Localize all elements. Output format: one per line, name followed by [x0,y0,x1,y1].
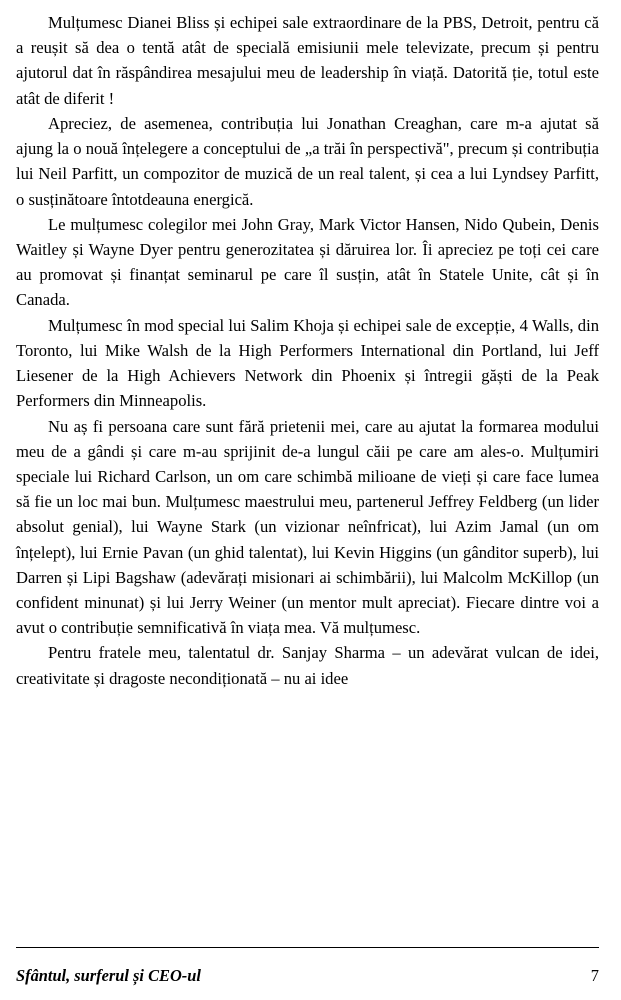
paragraph-6: Pentru fratele meu, talentatul dr. Sanjay Sharma – un adevărat vulcan de idei, creativitate și dragoste necondiționată – nu ai idee [16,643,599,688]
footer-page-number: 7 [590,966,599,985]
paragraph-4: Mulțumesc în mod special lui Salim Khoja și echipei sale de excepție, 4 Walls, din Toronto, lui Mike Walsh de la High Performers International din Portland, lui Jeff Liesener de la High Achievers Network din Phoenix și întregii găști de la Peak Performers din Minneapolis. [16,315,599,411]
paragraph-1: Mulțumesc Dianei Bliss și echipei sale extraordinare de la PBS, Detroit, pentru că a reușit să dea o tentă atât de specială emisiunii mele televizate, precum și pentru ajutorul dat în răspândirea mesajului meu de leadership în viață. Datorită ție, totul este atât de diferit ! [16,13,599,108]
footer-book-title: Sfântul, surferul și CEO-ul [16,966,201,985]
body-text [16,10,599,691]
footer-divider [16,947,599,948]
paragraph-3: Le mulțumesc colegilor mei John Gray, Mark Victor Hansen, Nido Qubein, Denis Waitley și Wayne Dyer pentru generozitatea și dăruirea lor. Îi apreciez pe toți cei care au promovat și finanțat seminarul pe care îl susțin, atât în Statele Unite, cât și în Canada. [16,214,599,310]
paragraph-5: Nu aș fi persoana care sunt fără prietenii mei, care au ajutat la formarea modului meu de a gândi și care m-au sprijinit de-a lungul căii pe care am ales-o. Mulțumiri speciale lui Richard Carlson, un om care schimbă milioane de vieți și care face lumea să fie un loc mai bun. Mulțumesc maestrului meu, partenerul Jeffrey Feldberg (un lider absolut genial), lui Wayne Stark (un vizionar neînfricat), lui Azim Jamal (un om înțelept), lui Ernie Pavan (un ghid talentat), lui Kevin Higgins (un gânditor superb), lui Darren și Lipi Bagshaw (adevărați misionari ai schimbării), lui Malcolm McKillop (un confident minunat) și lui Jerry Weiner (un mentor mult apreciat). Fiecare dintre voi a avut o contribuție semnificativă în viața mea. Vă mulțumesc. [16,416,599,638]
page-footer [16,966,599,986]
paragraph-2: Apreciez, de asemenea, contribuția lui Jonathan Creaghan, care m-a ajutat să ajung la o nouă înțelegere a conceptului de „a trăi în perspectivă", precum și contribuția lui Neil Parfitt, un compozitor de muzică de un real talent, și cea a lui Lyndsey Parfitt, o susținătoare întotdeauna energică. [16,113,599,209]
